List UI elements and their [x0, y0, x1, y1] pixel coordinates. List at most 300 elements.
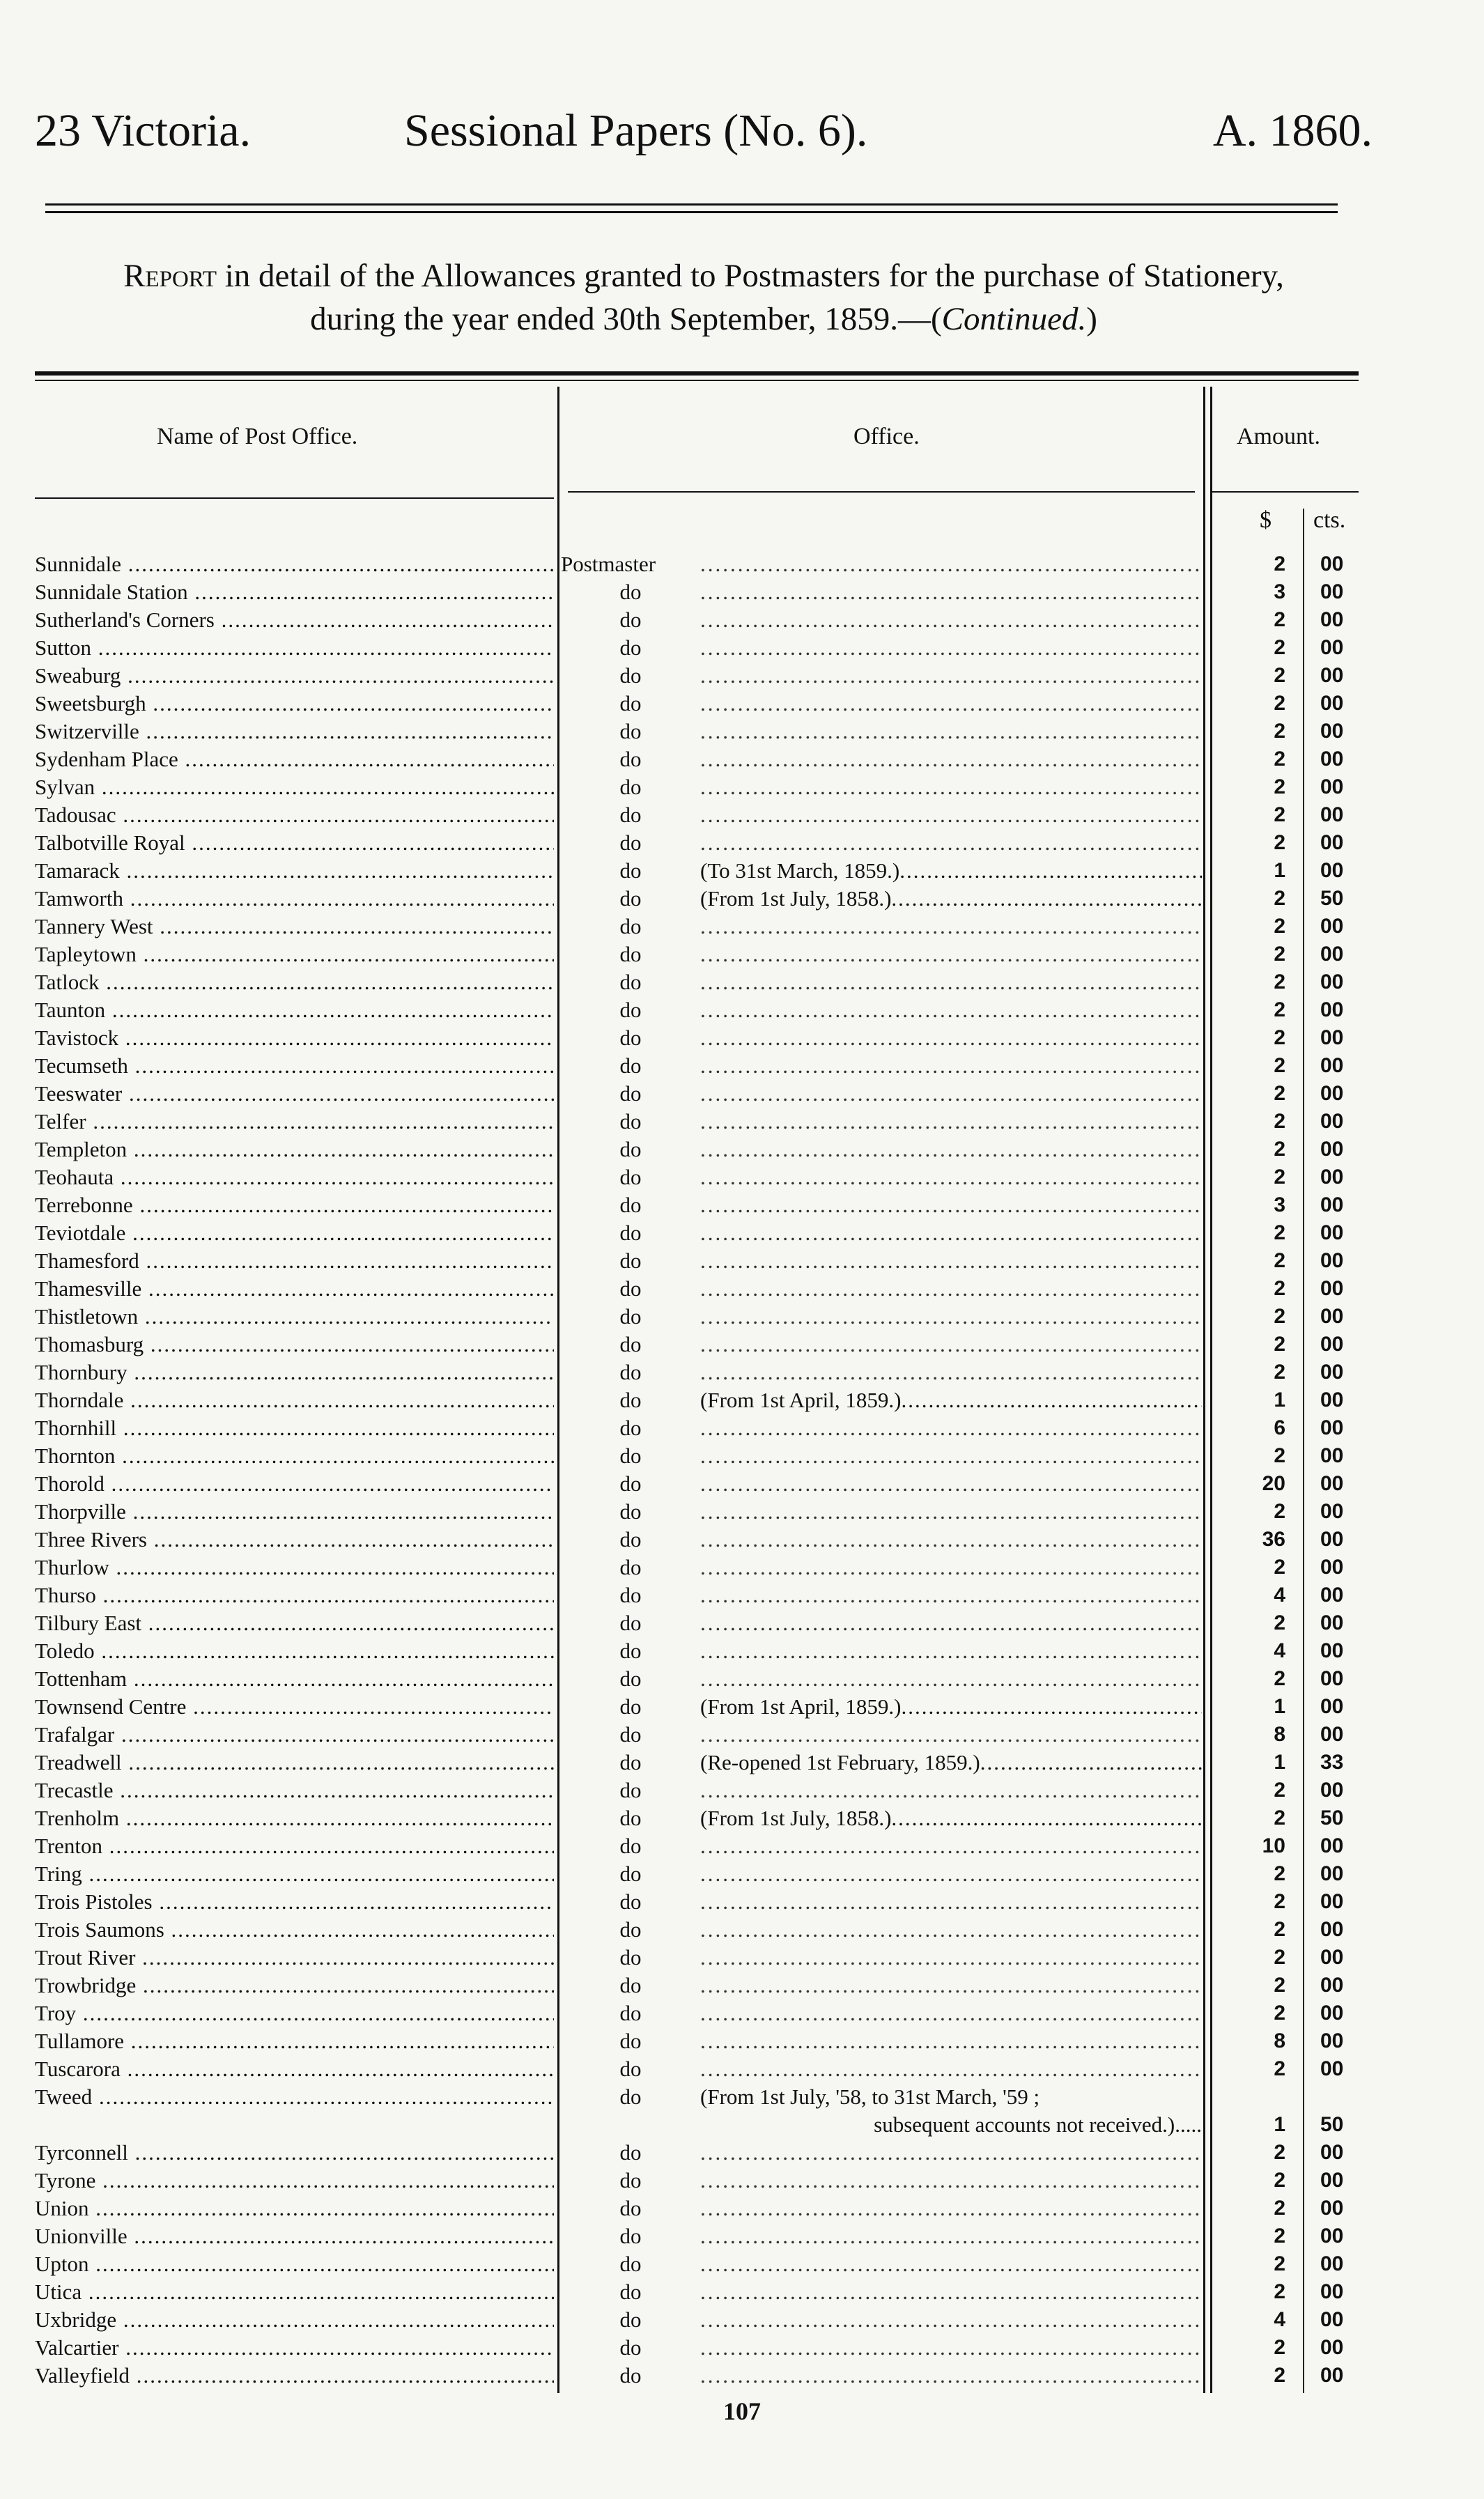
office-title: do — [619, 1694, 642, 1719]
post-office-name: Thorndale ..... — [35, 1386, 554, 1414]
post-office-name: Tatlock ..... — [35, 968, 554, 996]
amount-cents: 00 — [1320, 2225, 1344, 2247]
post-office-name: Trafalgar ..... — [35, 1721, 554, 1749]
amount-dollars: 36 — [1262, 1528, 1285, 1551]
dot-leader — [700, 941, 1202, 968]
office-note-text: (From 1st April, 1859.) ..... — [700, 1388, 1202, 1412]
amount-cents: 00 — [1320, 1584, 1344, 1607]
post-office-name: Tadousac ..... — [35, 801, 554, 829]
office-header-underline — [568, 491, 1195, 493]
table-row — [0, 1470, 1484, 1498]
post-office-name: Tecumseth ..... — [35, 1052, 554, 1080]
header-rule-bottom — [45, 211, 1338, 213]
amount-dollars: 3 — [1274, 1193, 1285, 1216]
post-office-name: Townsend Centre ..... — [35, 1693, 554, 1721]
table-row — [0, 1498, 1484, 1526]
amount-dollars: 2 — [1274, 831, 1285, 854]
office-title: do — [619, 2140, 642, 2165]
table-row — [0, 606, 1484, 634]
post-office-name: Valcartier ..... — [35, 2334, 554, 2362]
post-office-name: Thornbury ..... — [35, 1359, 554, 1386]
dot-leader — [700, 1916, 1202, 1944]
office-title: do — [619, 1973, 642, 1997]
amount-dollars: 2 — [1274, 1249, 1285, 1272]
amount-dollars: 2 — [1274, 1806, 1285, 1829]
page-number: 107 — [723, 2397, 761, 2425]
table-row — [0, 1804, 1484, 1832]
dot-leader — [700, 1080, 1202, 1108]
amount-cents: 00 — [1320, 1946, 1344, 1969]
office-title: do — [619, 1388, 642, 1412]
amount-cents: 00 — [1320, 1528, 1344, 1551]
office-title: do — [619, 635, 642, 660]
office-title: do — [619, 608, 642, 632]
post-office-name: Thurso ..... — [35, 1581, 554, 1609]
amount-cents: 00 — [1320, 1166, 1344, 1189]
table-row — [0, 1136, 1484, 1163]
office-title: do — [619, 1026, 642, 1050]
dot-leader — [700, 1554, 1202, 1581]
dot-leader — [700, 1972, 1202, 1999]
header-session: 23 Victoria. — [35, 105, 252, 156]
dot-leader — [700, 2027, 1202, 2055]
amount-dollars: 2 — [1274, 803, 1285, 826]
amount-cents: 00 — [1320, 1249, 1344, 1272]
table-row — [0, 690, 1484, 718]
amount-cents: 00 — [1320, 1723, 1344, 1746]
table-row — [0, 913, 1484, 941]
amount-cents: 00 — [1320, 1556, 1344, 1579]
amount-dollars: 2 — [1274, 1221, 1285, 1244]
amount-dollars: 2 — [1274, 1890, 1285, 1913]
amount-cents: 00 — [1320, 2057, 1344, 2080]
dot-leader — [700, 1136, 1202, 1163]
dollars-unit-label: $ — [1260, 507, 1272, 533]
office-title: do — [619, 2335, 642, 2360]
amount-dollars: 4 — [1274, 2308, 1285, 2331]
office-note-text: (From 1st April, 1859.) ..... — [700, 1694, 1202, 1719]
amount-dollars: 2 — [1274, 1054, 1285, 1077]
office-note-text: (Re-opened 1st February, 1859.) ..... — [700, 1750, 1202, 1774]
post-office-name: Trout River ..... — [35, 1944, 554, 1972]
amount-cents: 50 — [1320, 887, 1344, 910]
table-row — [0, 1359, 1484, 1386]
dot-leader — [700, 1303, 1202, 1331]
amount-dollars: 2 — [1274, 1082, 1285, 1105]
dot-leader — [700, 2055, 1202, 2083]
table-row — [0, 1665, 1484, 1693]
amount-dollars: 2 — [1274, 2364, 1285, 2387]
amount-dollars: 2 — [1274, 664, 1285, 687]
amount-dollars: 2 — [1274, 1305, 1285, 1328]
office-title: do — [619, 1081, 642, 1106]
dot-leader — [700, 1526, 1202, 1554]
office-title: do — [619, 1444, 642, 1468]
post-office-name: Switzerville ..... — [35, 718, 554, 745]
table-row — [0, 1331, 1484, 1359]
table-row — [0, 1414, 1484, 1442]
amount-dollars: 2 — [1274, 748, 1285, 771]
office-title: do — [619, 1304, 642, 1329]
office-title: do — [619, 1109, 642, 1134]
amount-dollars: 2 — [1274, 1026, 1285, 1049]
table-row — [0, 829, 1484, 857]
amount-cents: 00 — [1320, 1472, 1344, 1495]
column-header-office: Office. — [853, 424, 920, 449]
amount-dollars: 2 — [1274, 1974, 1285, 1997]
post-office-name: Tavistock ..... — [35, 1024, 554, 1052]
amount-dollars: 2 — [1274, 943, 1285, 966]
column-header-amount: Amount. — [1237, 424, 1320, 449]
amount-cents: 00 — [1320, 831, 1344, 854]
title-continued: Continued. — [941, 301, 1087, 337]
dot-leader — [700, 550, 1202, 578]
dot-leader — [700, 2139, 1202, 2167]
office-title: do — [619, 1360, 642, 1384]
amount-dollars: 2 — [1274, 1110, 1285, 1133]
table-top-rule-thin — [35, 380, 1359, 381]
amount-cents: 00 — [1320, 720, 1344, 743]
post-office-name: Three Rivers ..... — [35, 1526, 554, 1554]
office-title: do — [619, 1248, 642, 1273]
name-header-underline — [35, 497, 554, 499]
amount-dollars: 2 — [1274, 608, 1285, 631]
table-row — [0, 2139, 1484, 2167]
post-office-name: Tamarack ..... — [35, 857, 554, 885]
amount-cents: 00 — [1320, 915, 1344, 938]
office-title: do — [619, 747, 642, 771]
post-office-name: Unionville ..... — [35, 2222, 554, 2250]
table-row — [0, 1080, 1484, 1108]
amount-cents: 00 — [1320, 608, 1344, 631]
office-note-text: (From 1st July, 1858.) ..... — [700, 886, 1202, 911]
office-title: do — [619, 803, 642, 827]
amount-dollars: 2 — [1274, 970, 1285, 993]
post-office-name: Sunnidale Station ..... — [35, 578, 554, 606]
amount-cents: 00 — [1320, 580, 1344, 603]
office-title: do — [619, 1137, 642, 1161]
table-row — [0, 801, 1484, 829]
amount-cents: 00 — [1320, 1361, 1344, 1384]
office-title: do — [619, 2057, 642, 2081]
amount-cents: 00 — [1320, 998, 1344, 1021]
dot-leader — [700, 1832, 1202, 1860]
post-office-name: Union ..... — [35, 2195, 554, 2222]
office-title: do — [619, 1276, 642, 1301]
amount-dollars: 2 — [1274, 2002, 1285, 2025]
office-title: do — [619, 1332, 642, 1356]
office-title: do — [619, 970, 642, 994]
table-row — [0, 2027, 1484, 2055]
amount-cents: 00 — [1320, 1221, 1344, 1244]
office-title: do — [619, 1666, 642, 1691]
amount-dollars: 2 — [1274, 1444, 1285, 1467]
office-note — [700, 1804, 1202, 1832]
amount-cents: 00 — [1320, 1890, 1344, 1913]
office-title: do — [619, 1555, 642, 1579]
amount-dollars: 2 — [1274, 1667, 1285, 1690]
amount-cents: 00 — [1320, 2141, 1344, 2164]
amount-cents: 00 — [1320, 1918, 1344, 1941]
dot-leader — [700, 1637, 1202, 1665]
post-office-name: Tamworth ..... — [35, 885, 554, 913]
amount-dollars: 2 — [1274, 1500, 1285, 1523]
table-row — [0, 1888, 1484, 1916]
amount-cents: 00 — [1320, 2252, 1344, 2275]
amount-cents: 00 — [1320, 692, 1344, 715]
amount-dollars: 2 — [1274, 775, 1285, 798]
dot-leader — [700, 829, 1202, 857]
office-title: do — [619, 1889, 642, 1914]
dot-leader — [700, 634, 1202, 662]
table-row — [0, 1386, 1484, 1414]
amount-cents: 00 — [1320, 664, 1344, 687]
amount-dollars: 2 — [1274, 1361, 1285, 1384]
amount-dollars: 2 — [1274, 1333, 1285, 1356]
table-row — [0, 773, 1484, 801]
table-row — [0, 2167, 1484, 2195]
amount-cents: 00 — [1320, 2029, 1344, 2052]
post-office-name: Thurlow ..... — [35, 1554, 554, 1581]
table-row — [0, 1554, 1484, 1581]
dot-leader — [700, 913, 1202, 941]
dot-leader — [700, 1442, 1202, 1470]
office-title: do — [619, 2196, 642, 2220]
dot-leader — [700, 1944, 1202, 1972]
dot-leader — [700, 2250, 1202, 2278]
post-office-name: Tring ..... — [35, 1860, 554, 1888]
table-top-rule-thick — [35, 371, 1359, 376]
dot-leader — [700, 2167, 1202, 2195]
dot-leader — [700, 578, 1202, 606]
post-office-name: Trowbridge ..... — [35, 1972, 554, 1999]
table-row — [0, 2278, 1484, 2306]
office-title: do — [619, 1722, 642, 1747]
table-row — [0, 1191, 1484, 1219]
dot-leader — [700, 1470, 1202, 1498]
office-title: do — [619, 2224, 642, 2248]
amount-dollars: 8 — [1274, 1723, 1285, 1746]
amount-cents: 00 — [1320, 1193, 1344, 1216]
amount-dollars: 2 — [1274, 2057, 1285, 2080]
office-note — [700, 885, 1202, 913]
amount-dollars: 3 — [1274, 580, 1285, 603]
dot-leader — [700, 1498, 1202, 1526]
table-row — [0, 885, 1484, 913]
header-rule-top — [45, 203, 1338, 206]
post-office-name: Teohauta ..... — [35, 1163, 554, 1191]
dot-leader — [700, 1163, 1202, 1191]
office-title: do — [619, 2001, 642, 2025]
amount-dollars: 1 — [1274, 1751, 1285, 1774]
post-office-name: Sweetsburgh ..... — [35, 690, 554, 718]
amount-dollars: 2 — [1274, 1946, 1285, 1969]
office-title: do — [619, 2363, 642, 2388]
post-office-name: Teviotdale ..... — [35, 1219, 554, 1247]
title-line-1: in detail of the Allowances granted to Postmasters for the purchase of Stationery, — [224, 258, 1284, 294]
post-office-name: Templeton ..... — [35, 1136, 554, 1163]
office-title: do — [619, 942, 642, 966]
dot-leader — [700, 1999, 1202, 2027]
amount-dollars: 2 — [1274, 1611, 1285, 1634]
dot-leader — [700, 1860, 1202, 1888]
post-office-name: Tuscarora ..... — [35, 2055, 554, 2083]
amount-dollars: 1 — [1274, 2113, 1285, 2136]
table-row — [0, 1024, 1484, 1052]
office-title: do — [619, 1639, 642, 1663]
amount-cents: 00 — [1320, 1779, 1344, 1802]
dot-leader — [700, 1888, 1202, 1916]
amount-dollars: 4 — [1274, 1639, 1285, 1662]
dot-leader — [700, 996, 1202, 1024]
table-row — [0, 1052, 1484, 1080]
post-office-name: Terrebonne ..... — [35, 1191, 554, 1219]
post-office-name: Uxbridge ..... — [35, 2306, 554, 2334]
amount-dollars: 2 — [1274, 2197, 1285, 2220]
amount-cents: 00 — [1320, 1500, 1344, 1523]
post-office-name: Treadwell ..... — [35, 1749, 554, 1777]
post-office-name: Upton ..... — [35, 2250, 554, 2278]
post-office-name: Thorpville ..... — [35, 1498, 554, 1526]
amount-dollars: 2 — [1274, 1918, 1285, 1941]
office-note — [700, 857, 1202, 885]
amount-cents: 00 — [1320, 970, 1344, 993]
amount-cents: 00 — [1320, 1834, 1344, 1857]
table-row — [0, 1944, 1484, 1972]
table-row — [0, 1972, 1484, 1999]
post-office-name: Talbotville Royal ..... — [35, 829, 554, 857]
dot-leader — [700, 1359, 1202, 1386]
amount-dollars: 10 — [1262, 1834, 1285, 1857]
amount-dollars: 2 — [1274, 1862, 1285, 1885]
amount-cents: 00 — [1320, 748, 1344, 771]
table-row — [0, 1721, 1484, 1749]
amount-cents: 00 — [1320, 1444, 1344, 1467]
amount-cents: 00 — [1320, 1639, 1344, 1662]
post-office-name: Troy ..... — [35, 1999, 554, 2027]
office-title: Postmaster — [561, 552, 656, 576]
office-title: do — [619, 1221, 642, 1245]
table-row — [0, 662, 1484, 690]
table-row — [0, 1777, 1484, 1804]
post-office-name: Sylvan ..... — [35, 773, 554, 801]
amount-cents: 00 — [1320, 775, 1344, 798]
office-note-text: (To 31st March, 1859.) ..... — [700, 858, 1202, 883]
office-title: do — [619, 1527, 642, 1552]
office-title: do — [619, 2280, 642, 2304]
table-row — [0, 1693, 1484, 1721]
amount-dollars: 2 — [1274, 887, 1285, 910]
post-office-name: Tullamore ..... — [35, 2027, 554, 2055]
post-office-name: Telfer ..... — [35, 1108, 554, 1136]
post-office-name: Valleyfield ..... — [35, 2362, 554, 2390]
dot-leader — [700, 2195, 1202, 2222]
office-title: do — [619, 1499, 642, 1524]
office-title: do — [619, 1053, 642, 1078]
page-header — [35, 105, 1373, 167]
office-title: do — [619, 2168, 642, 2192]
office-title: do — [619, 1583, 642, 1607]
table-row — [0, 1999, 1484, 2027]
amount-cents: 00 — [1320, 803, 1344, 826]
post-office-name: Taunton ..... — [35, 996, 554, 1024]
amount-dollars: 2 — [1274, 998, 1285, 1021]
post-office-name: Thornton ..... — [35, 1442, 554, 1470]
office-title: do — [619, 998, 642, 1022]
dot-leader — [700, 1609, 1202, 1637]
post-office-name: Thistletown ..... — [35, 1303, 554, 1331]
amount-cents: 00 — [1320, 1333, 1344, 1356]
office-title: do — [619, 2307, 642, 2332]
table-row — [0, 2195, 1484, 2222]
dot-leader — [700, 1219, 1202, 1247]
office-note — [700, 1693, 1202, 1721]
dot-leader — [700, 1331, 1202, 1359]
dot-leader — [700, 1665, 1202, 1693]
dot-leader — [700, 718, 1202, 745]
post-office-name: Thomasburg ..... — [35, 1331, 554, 1359]
post-office-name: Trois Pistoles ..... — [35, 1888, 554, 1916]
table-row — [0, 1526, 1484, 1554]
amount-dollars: 2 — [1274, 915, 1285, 938]
column-header-name: Name of Post Office. — [157, 424, 358, 449]
amount-dollars: 2 — [1274, 636, 1285, 659]
amount-cents: 00 — [1320, 2002, 1344, 2025]
amount-cents: 00 — [1320, 1611, 1344, 1634]
table-row — [0, 1637, 1484, 1665]
table-row — [0, 745, 1484, 773]
post-office-name: Trois Saumons ..... — [35, 1916, 554, 1944]
dot-leader — [700, 1247, 1202, 1275]
amount-cents: 00 — [1320, 2280, 1344, 2303]
office-title: do — [619, 719, 642, 743]
post-office-name: Sutherland's Corners ..... — [35, 606, 554, 634]
header-year: A. 1860. — [1212, 105, 1373, 156]
amount-dollars: 1 — [1274, 859, 1285, 882]
table-row — [0, 996, 1484, 1024]
amount-cents: 00 — [1320, 636, 1344, 659]
post-office-name: Thornhill ..... — [35, 1414, 554, 1442]
amount-cents: 00 — [1320, 1138, 1344, 1161]
amount-cents: 00 — [1320, 2336, 1344, 2359]
office-title: do — [619, 1862, 642, 1886]
office-title: do — [619, 1611, 642, 1635]
table-row — [0, 634, 1484, 662]
amount-cents: 00 — [1320, 1862, 1344, 1885]
dot-leader — [700, 690, 1202, 718]
office-note-text: (From 1st July, 1858.) ..... — [700, 1806, 1202, 1830]
amount-cents: 00 — [1320, 1054, 1344, 1077]
office-title: do — [619, 2084, 642, 2109]
amount-dollars: 2 — [1274, 1166, 1285, 1189]
table-row — [0, 718, 1484, 745]
dot-leader — [700, 1777, 1202, 1804]
title-line-2: during the year ended 30th September, 1859.—( — [310, 301, 942, 337]
amount-cents: 33 — [1320, 1751, 1344, 1774]
amount-dollars: 2 — [1274, 2225, 1285, 2247]
table-row — [0, 968, 1484, 996]
amount-dollars: 2 — [1274, 1277, 1285, 1300]
amount-cents: 00 — [1320, 2169, 1344, 2192]
office-title: do — [619, 1416, 642, 1440]
amount-dollars: 4 — [1274, 1584, 1285, 1607]
office-note — [700, 2083, 1202, 2111]
office-title: do — [619, 1778, 642, 1802]
office-title: do — [619, 1834, 642, 1858]
office-title: do — [619, 1806, 642, 1830]
amount-dollars: 2 — [1274, 2336, 1285, 2359]
amount-dollars: 2 — [1274, 2252, 1285, 2275]
